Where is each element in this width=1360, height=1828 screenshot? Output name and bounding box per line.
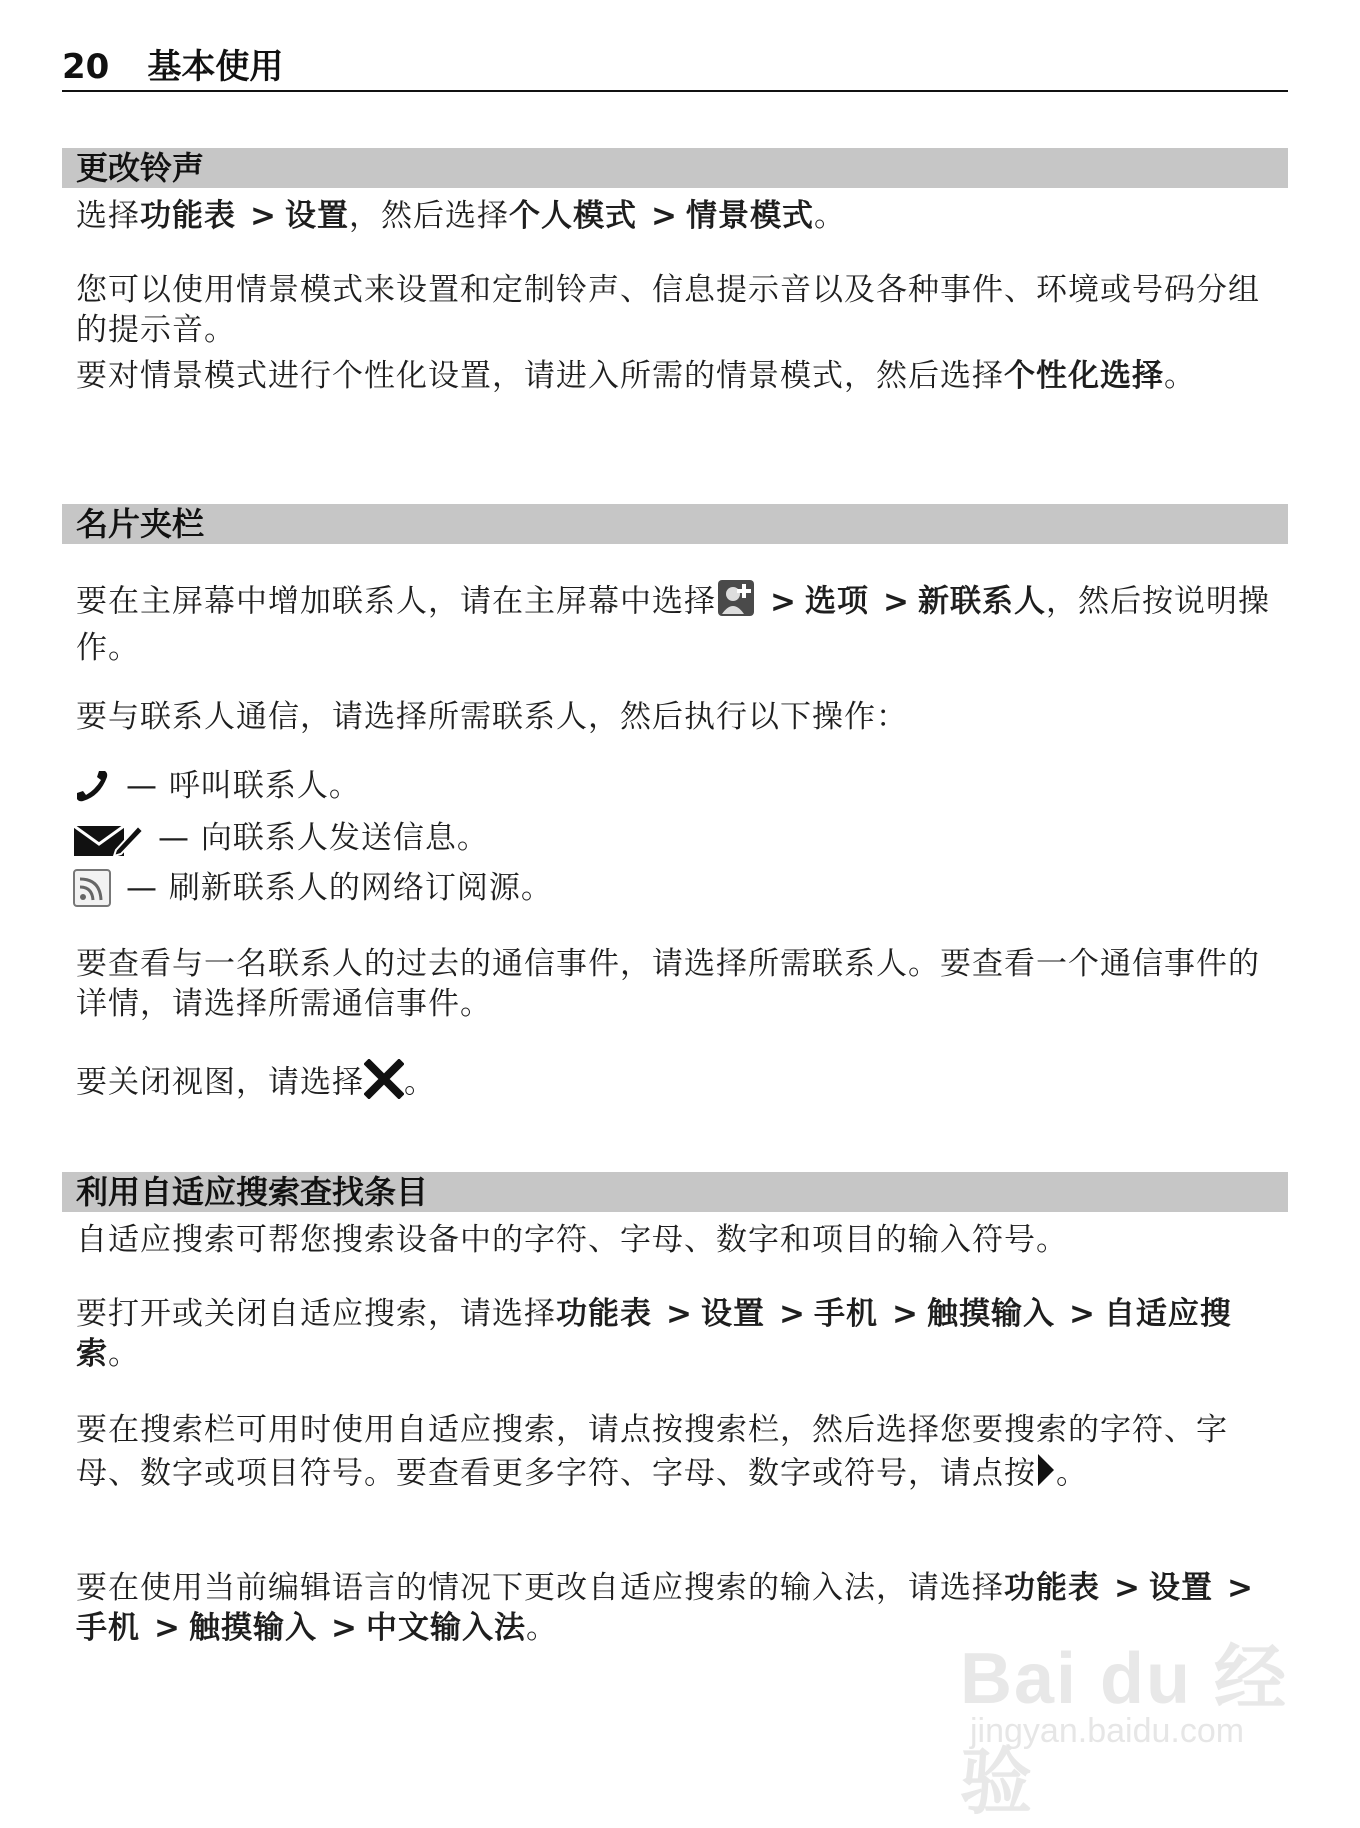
rss-icon[interactable] [72, 868, 112, 908]
list-item-message: — 向联系人发送信息。 [72, 818, 489, 858]
envelope-icon[interactable] [72, 818, 144, 858]
watermark-logo: Bai du 经验 [960, 1639, 1289, 1823]
page-title: 基本使用 [147, 47, 284, 87]
personal-mode-link[interactable]: 个人模式 [508, 198, 637, 234]
watermark [960, 1600, 1290, 1823]
touch-input-link[interactable]: 触摸输入 [188, 1610, 317, 1646]
touch-input-link[interactable]: 触摸输入 [926, 1296, 1055, 1332]
profiles-link[interactable]: 情景模式 [685, 198, 814, 234]
add-contact-icon[interactable] [716, 578, 756, 628]
section-title-contacts: 名片夹栏 [62, 504, 1288, 544]
new-contact-link[interactable]: 新联系人 [917, 583, 1046, 620]
triangle-right-icon[interactable] [1036, 1450, 1056, 1500]
page-header [62, 44, 1288, 92]
settings-link[interactable]: 设置 [284, 198, 349, 234]
list-item-feed: — 刷新联系人的网络订阅源。 [72, 868, 553, 908]
settings-link[interactable]: 设置 [700, 1296, 765, 1332]
options-link[interactable]: 选项 [804, 583, 869, 620]
section-title-search: 利用自适应搜索查找条目 [62, 1172, 1288, 1212]
list-item-call: — 呼叫联系人。 [72, 766, 361, 806]
page-number: 20 [62, 47, 110, 87]
menu-link[interactable]: 功能表 [140, 198, 236, 234]
menu-link[interactable]: 功能表 [1004, 1570, 1100, 1606]
search-usage-paragraph: 要在搜索栏可用时使用自适应搜索，请点按搜索栏，然后选择您要搜索的字符、字母、数字或项目符号。要查看更多字符、字母、数字或符号，请点按 。 [76, 1410, 1288, 1500]
search-description: 自适应搜索可帮您搜索设备中的字符、字母、数字和项目的输入符号。 [76, 1222, 1068, 1258]
phone-icon[interactable] [72, 766, 112, 806]
ringtone-path-paragraph: 选择功能表 > 设置，然后选择个人模式 > 情景模式。 [76, 198, 846, 234]
input-method-paragraph: 要在使用当前编辑语言的情况下更改自适应搜索的输入法，请选择功能表 > 设置 >手机 > 触摸输入 > 中文输入法。 [76, 1570, 1254, 1646]
watermark-url: jingyan.baidu.com [970, 1712, 1245, 1750]
ringtone-personalize-paragraph: 要对情景模式进行个性化设置，请进入所需的情景模式，然后选择个性化选择。 [76, 358, 1196, 394]
close-view-paragraph: 要关闭视图，请选择 。 [76, 1059, 1288, 1109]
close-icon[interactable] [364, 1059, 404, 1109]
personalize-link[interactable]: 个性化选择 [1004, 358, 1164, 394]
phone-link[interactable]: 手机 [813, 1296, 878, 1332]
settings-link[interactable]: 设置 [1148, 1570, 1213, 1606]
add-contact-paragraph: 要在主屏幕中增加联系人，请在主屏幕中选择 > 选项 > 新联系人，然后按说明操作。 [76, 578, 1288, 668]
menu-link[interactable]: 功能表 [556, 1296, 652, 1332]
communicate-paragraph: 要与联系人通信，请选择所需联系人，然后执行以下操作： [76, 699, 908, 735]
section-title-ringtone: 更改铃声 [62, 148, 1288, 188]
ringtone-description: 您可以使用情景模式来设置和定制铃声、信息提示音以及各种事件、环境或号码分组的提示音。 [76, 272, 1260, 348]
phone-link[interactable]: 手机 [76, 1610, 140, 1646]
adaptive-search-link[interactable]: 自适应搜索 [76, 1296, 1232, 1372]
search-toggle-paragraph: 要打开或关闭自适应搜索，请选择功能表 > 设置 > 手机 > 触摸输入 > 自适应搜索。 [76, 1296, 1232, 1372]
chinese-input-link[interactable]: 中文输入法 [365, 1610, 526, 1646]
history-paragraph: 要查看与一名联系人的过去的通信事件，请选择所需联系人。要查看一个通信事件的详情，请选择所需通信事件。 [76, 946, 1260, 1022]
